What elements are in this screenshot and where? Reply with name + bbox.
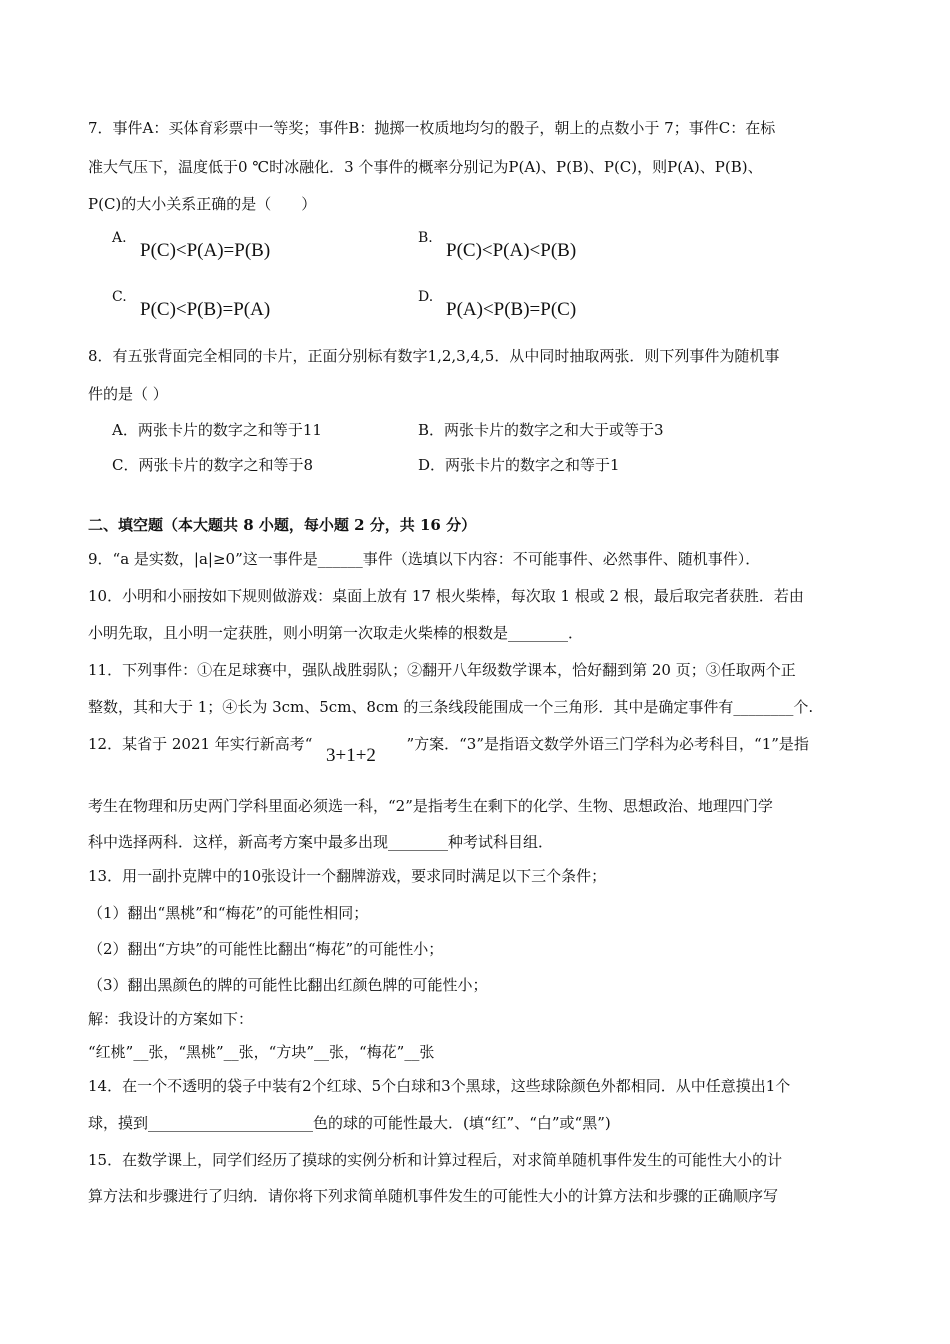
- q11-line2: 整数，其和大于 1；④长为 3cm、5cm、8cm 的三条线段能围成一个三角形．其中是确定事件有________个.: [88, 698, 814, 716]
- q8-option-d[interactable]: D．两张卡片的数字之和等于1: [418, 456, 620, 474]
- q7-option-d-formula: P(A)<P(B)=P(C): [446, 299, 577, 320]
- q12-line2: 考生在物理和历史两门学科里面必须选一科，“2”是指考生在剩下的化学、生物、思想政治、地理四门学: [88, 797, 773, 815]
- q10-line2: 小明先取，且小明一定获胜，则小明第一次取走火柴棒的根数是________．: [88, 624, 584, 642]
- q14-line1: 14．在一个不透明的袋子中装有2个红球、5个白球和3个黑球，这些球除颜色外都相同．从中任意摸出1个: [88, 1077, 791, 1095]
- q12-line1-start: 12．某省于 2021 年实行新高考“: [88, 735, 313, 753]
- q13-plan: “红桃”__张，“黑桃”__张，“方块”__张，“梅花”__张: [88, 1043, 435, 1061]
- q12-line1-end: ”方案．“3”是指语文数学外语三门学科为必考科目，“1”是指: [406, 735, 809, 753]
- q7-option-c-formula: P(C)<P(B)=P(A): [140, 299, 271, 320]
- q7-option-a-formula: P(C)<P(A)=P(B): [140, 240, 271, 261]
- q12-formula: 3+1+2: [326, 745, 376, 766]
- q15-line2: 算方法和步骤进行了归纳．请你将下列求简单随机事件发生的可能性大小的计算方法和步骤的正确顺序写: [88, 1187, 779, 1205]
- q14-line2: 球，摸到______________________色的球的可能性最大．(填“红”、“白”或“黑”): [88, 1114, 611, 1132]
- q7-option-b-label: B.: [418, 230, 433, 246]
- q8-line2: 件的是（ ）: [88, 385, 168, 403]
- q7-line1: 7．事件A：买体育彩票中一等奖；事件B：抛掷一枚质地均匀的骰子，朝上的点数小于 7；事件C：在标: [88, 119, 776, 137]
- q13-solution-intro: 解：我设计的方案如下：: [88, 1010, 254, 1028]
- section-heading-fill-in: 二、填空题（本大题共 8 小题，每小题 2 分，共 16 分）: [88, 516, 477, 534]
- q15-line1: 15．在数学课上，同学们经历了摸球的实例分析和计算过程后，对求简单随机事件发生的可能性大小的计: [88, 1151, 783, 1169]
- q7-option-c-label: C.: [112, 289, 127, 305]
- q12-line1: [88, 734, 809, 754]
- q7-option-b-formula: P(C)<P(A)<P(B): [446, 240, 577, 261]
- q11-line1: 11．下列事件：①在足球赛中，强队战胜弱队；②翻开八年级数学课本，恰好翻到第 20 页；③任取两个正: [88, 661, 796, 679]
- q13-condition-2: （2）翻出“方块”的可能性比翻出“梅花”的可能性小；: [88, 940, 444, 958]
- q12-line3: 科中选择两科．这样，新高考方案中最多出现________种考试科目组．: [88, 833, 554, 851]
- q13-condition-3: （3）翻出黑颜色的牌的可能性比翻出红颜色牌的可能性小；: [88, 976, 488, 994]
- q8-option-b[interactable]: B．两张卡片的数字之和大于或等于3: [418, 421, 664, 439]
- q8-option-c[interactable]: C．两张卡片的数字之和等于8: [112, 456, 314, 474]
- q7-line2: 准大气压下，温度低于0 ℃时冰融化．3 个事件的概率分别记为P(A)、P(B)、P(C)，则P(A)、P(B)、: [88, 158, 763, 176]
- q13-condition-1: （1）翻出“黑桃”和“梅花”的可能性相同；: [88, 904, 369, 922]
- q9-line: 9．“a 是实数，|a|≥0”这一事件是______事件（选填以下内容：不可能事件、必然事件、随机事件）．: [88, 550, 761, 568]
- q10-line1: 10．小明和小丽按如下规则做游戏：桌面上放有 17 根火柴棒，每次取 1 根或 2 根，最后取完者获胜．若由: [88, 587, 804, 605]
- q13-line1: 13．用一副扑克牌中的10张设计一个翻牌游戏，要求同时满足以下三个条件；: [88, 867, 607, 885]
- q7-option-d-label: D.: [418, 289, 434, 305]
- q8-line1: 8．有五张背面完全相同的卡片，正面分别标有数字1,2,3,4,5．从中同时抽取两张．则下列事件为随机事: [88, 347, 780, 365]
- q7-option-a-label: A.: [112, 230, 127, 246]
- q8-option-a[interactable]: A．两张卡片的数字之和等于11: [112, 421, 322, 439]
- q7-line3: P(C)的大小关系正确的是（ ）: [88, 195, 317, 213]
